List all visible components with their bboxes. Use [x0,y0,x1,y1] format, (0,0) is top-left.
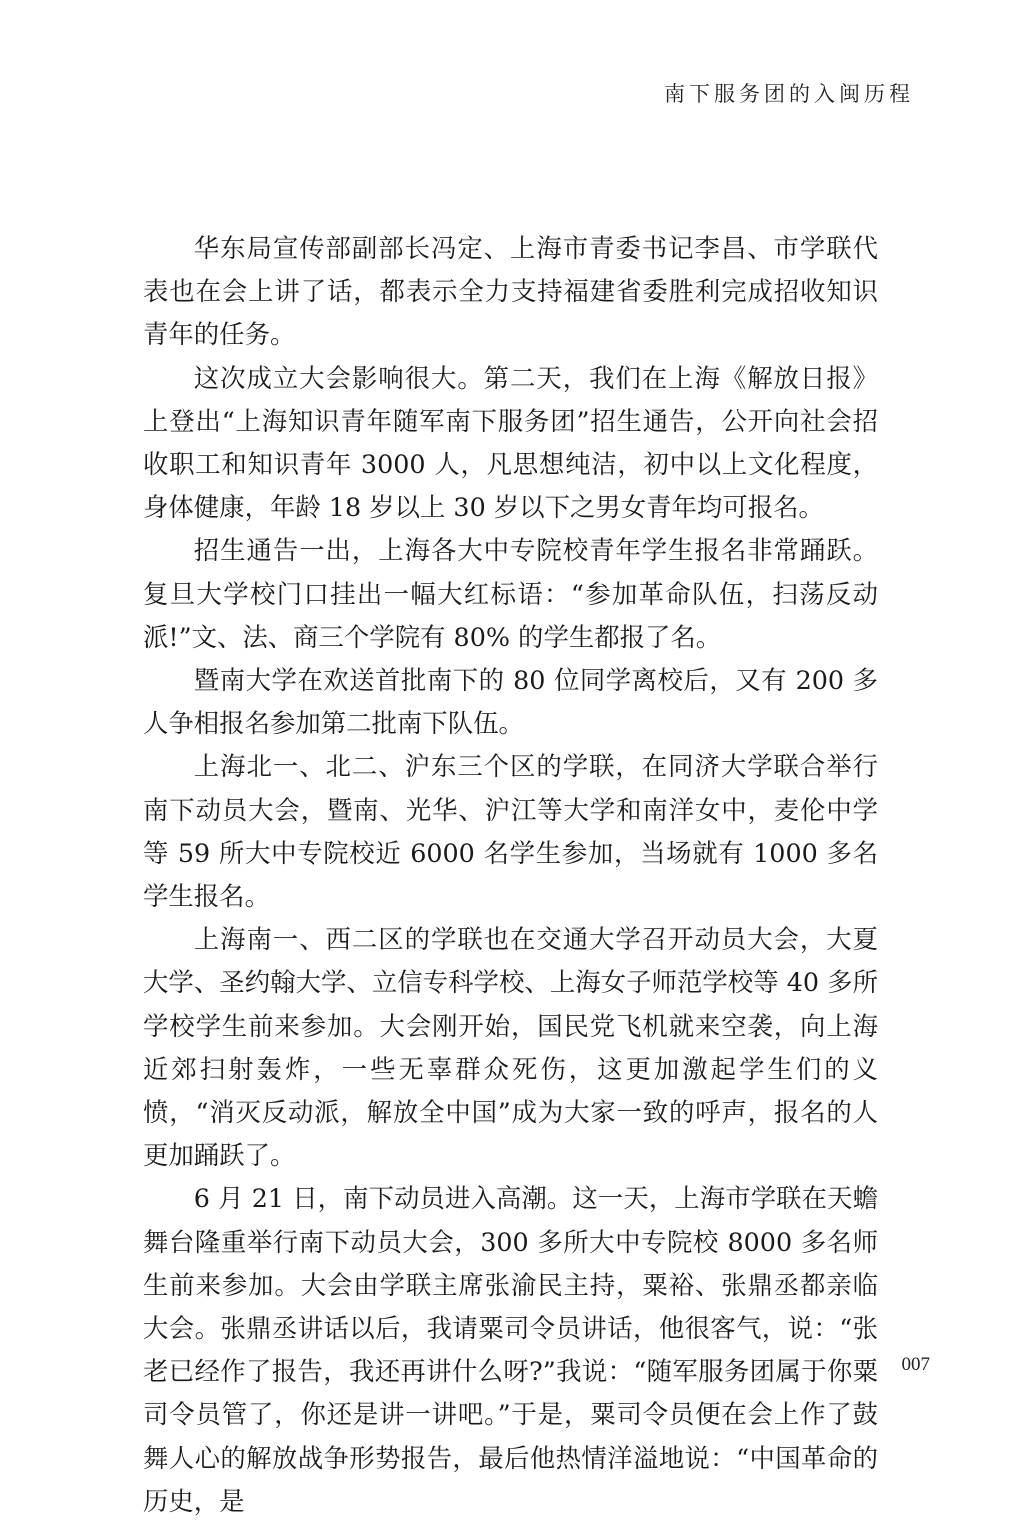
paragraph: 这次成立大会影响很大。第二天，我们在上海《解放日报》上登出“上海知识青年随军南下服务团”招生通告，公开向社会招收职工和知识青年 3000 人，凡思想纯洁，初中以上文化程度，身体健康，年龄 18 岁以上 30 岁以下之男女青年均可报名。 [143,362,878,523]
page-number: 007 [901,1354,930,1375]
paragraph: 上海南一、西二区的学联也在交通大学召开动员大会，大夏大学、圣约翰大学、立信专科学校、上海女子师范学校等 40 多所学校学生前来参加。大会刚开始，国民党飞机就来空袭，向上海近郊扫射轰炸，一些无辜群众死伤，这更加激起学生们的义愤，“消灭反动派，解放全中国”成为大家一致的呼声，报名的人更加踊跃了。 [143,924,878,1171]
body-text [143,227,878,1523]
paragraph: 6 月 21 日，南下动员进入高潮。这一天，上海市学联在天蟾舞台隆重举行南下动员大会，300 多所大中专院校 8000 多名师生前来参加。大会由学联主席张渝民主持，粟裕、张鼎丞都亲临大会。张鼎丞讲话以后，我请粟司令员讲话，他很客气，说：“张老已经作了报告，我还再讲什么呀?”我说：“随军服务团属于你粟司令员管了，你还是讲一讲吧。”于是，粟司令员便在会上作了鼓舞人心的解放战争形势报告，最后他热情洋溢地说：“中国革命的历史，是 [143,1183,878,1516]
paragraph: 暨南大学在欢送首批南下的 80 位同学离校后，又有 200 多人争相报名参加第二批南下队伍。 [143,665,878,739]
paragraph: 华东局宣传部副部长冯定、上海市青委书记李昌、市学联代表也在会上讲了话，都表示全力支持福建省委胜利完成招收知识青年的任务。 [143,233,878,350]
paragraph: 招生通告一出，上海各大中专院校青年学生报名非常踊跃。复旦大学校门口挂出一幅大红标语：“参加革命队伍，扫荡反动派!”文、法、商三个学院有 80% 的学生都报了名。 [143,535,878,652]
paragraph: 上海北一、北二、沪东三个区的学联，在同济大学联合举行南下动员大会，暨南、光华、沪江等大学和南洋女中，麦伦中学等 59 所大中专院校近 6000 名学生参加，当场就有 1000 多名学生报名。 [143,751,878,912]
running-header: 南下服务团的入闽历程 [664,82,914,106]
